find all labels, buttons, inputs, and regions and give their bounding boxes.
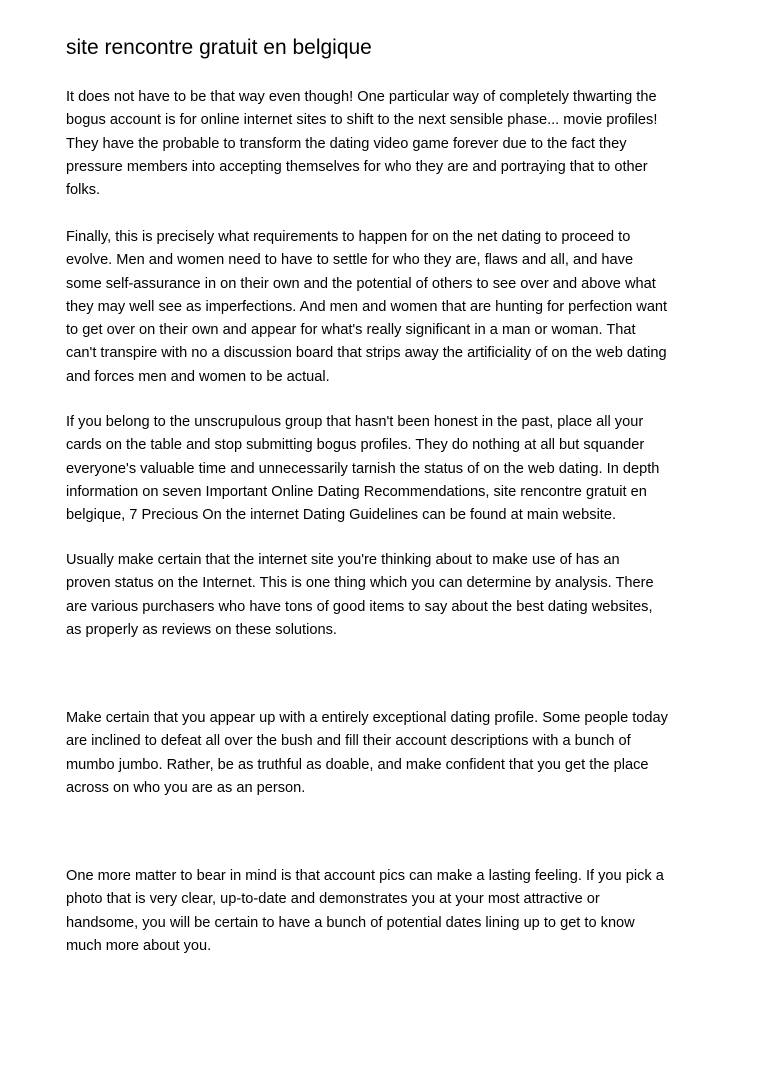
paragraph-2	[66, 226, 716, 389]
paragraph-line: belgique, 7 Precious On the internet Dating Guidelines can be found at main website.	[66, 507, 617, 524]
paragraph-1	[66, 86, 716, 202]
paragraph-line: folks.	[66, 182, 101, 199]
paragraph-line: across on who you are as an person.	[66, 779, 306, 796]
paragraph-line: some self-assurance in on their own and the potential of others to see over and above what	[66, 275, 656, 292]
paragraph-line: It does not have to be that way even though! One particular way of completely thwarting the	[66, 89, 657, 105]
paragraph-line: Usually make certain that the internet site you're thinking about to make use of has an	[66, 552, 620, 568]
paragraph-line: much more about you.	[66, 937, 212, 954]
paragraph-line: pressure members into accepting themselves for who they are and portraying that to other	[66, 158, 648, 175]
paragraph-line: One more matter to bear in mind is that account pics can make a lasting feeling. If you pick a	[66, 868, 664, 884]
paragraph-5	[66, 707, 716, 800]
paragraph-line: evolve. Men and women need to have to settle for who they are, flaws and all, and have	[66, 252, 634, 269]
paragraph-line: can't transpire with no a discussion board that strips away the artificiality of on the web dating	[66, 345, 667, 362]
paragraph-line: They have the probable to transform the dating video game forever due to the fact they	[66, 135, 627, 152]
paragraph-line: are various purchasers who have tons of good items to say about the best dating websites,	[66, 598, 653, 615]
paragraph-line: photo that is very clear, up-to-date and demonstrates you at your most attractive or	[66, 891, 600, 908]
paragraph-line: Finally, this is precisely what requirements to happen for on the net dating to proceed to	[66, 229, 631, 245]
paragraph-line: they may well see as imperfections. And men and women that are hunting for perfection want	[66, 298, 668, 315]
paragraph-6	[66, 865, 716, 958]
paragraph-line: information on seven Important Online Dating Recommendations, site rencontre gratuit en	[66, 483, 647, 500]
paragraph-line: are inclined to defeat all over the bush and fill their account descriptions with a bunch of	[66, 733, 631, 750]
page-title: site rencontre gratuit en belgique	[66, 36, 372, 59]
paragraph-line: bogus account is for online internet sites to shift to the next sensible phase... movie profiles!	[66, 112, 658, 129]
paragraph-line: proven status on the Internet. This is one thing which you can determine by analysis. There	[66, 575, 654, 592]
paragraph-line: Make certain that you appear up with a entirely exceptional dating profile. Some people today	[66, 710, 668, 726]
paragraph-line: and forces men and women to be actual.	[66, 368, 330, 385]
paragraph-line: cards on the table and stop submitting bogus profiles. They do nothing at all but squander	[66, 437, 645, 454]
paragraph-3	[66, 411, 716, 527]
paragraph-line: mumbo jumbo. Rather, be as truthful as doable, and make confident that you get the place	[66, 756, 649, 773]
paragraph-line: handsome, you will be certain to have a bunch of potential dates lining up to get to know	[66, 914, 635, 931]
paragraph-line: as properly as reviews on these solutions.	[66, 621, 337, 638]
paragraph-4	[66, 549, 716, 642]
paragraph-line: to get over on their own and appear for what's really significant in a man or woman. That	[66, 322, 636, 339]
paragraph-line: everyone's valuable time and unnecessarily tarnish the status of on the web dating. In depth	[66, 460, 660, 477]
paragraph-line: If you belong to the unscrupulous group that hasn't been honest in the past, place all your	[66, 414, 644, 430]
